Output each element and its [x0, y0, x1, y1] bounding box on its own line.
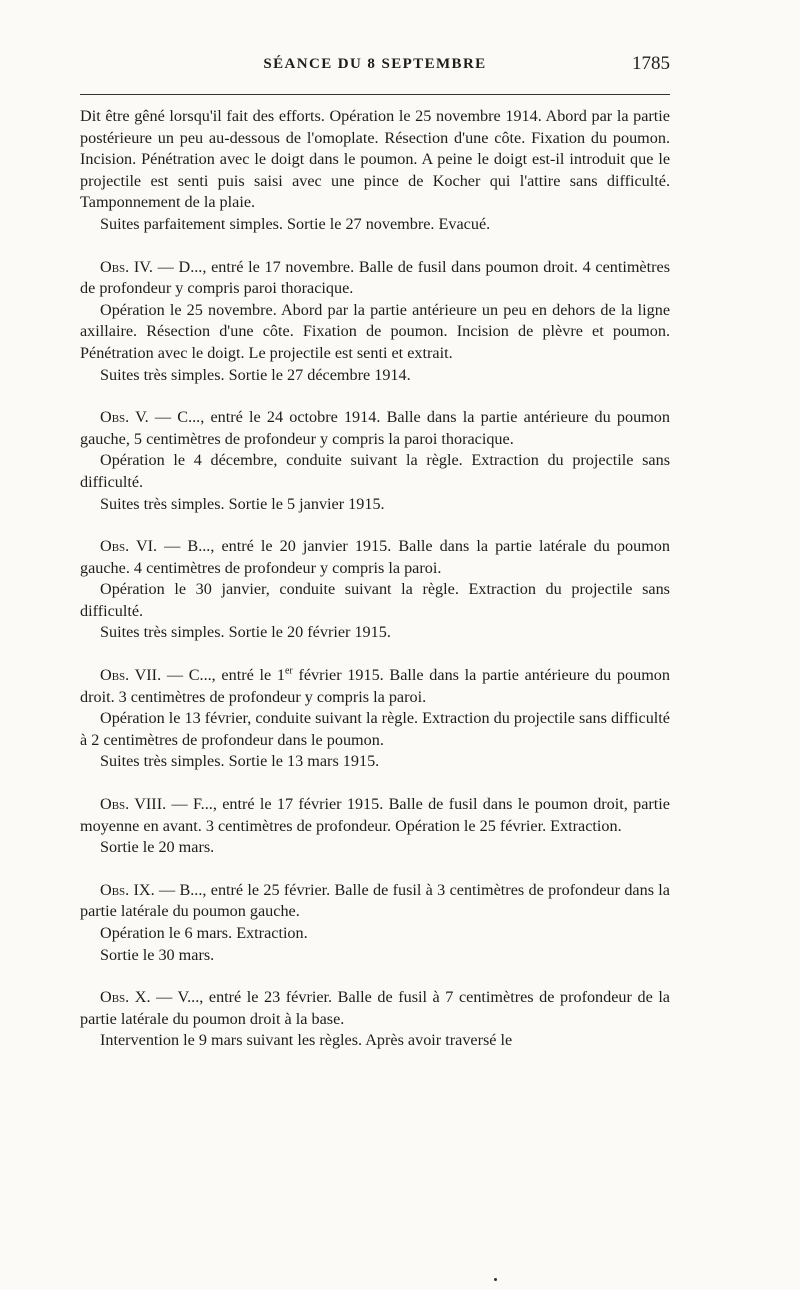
page-header [80, 53, 670, 88]
observation-label: Obs. X. [100, 988, 151, 1007]
observation-paragraph [80, 407, 670, 450]
observation-paragraph [80, 880, 670, 923]
paragraph: Suites très simples. Sortie le 20 février 1915. [100, 623, 391, 642]
paragraph: Sortie le 20 mars. [100, 838, 215, 857]
body-text [80, 106, 670, 1052]
running-title: SÉANCE DU 8 SEPTEMBRE [263, 56, 487, 72]
observation-label: Obs. VII. [100, 666, 162, 685]
observation-text: — C..., entré le 24 octobre 1914. Balle dans la partie antérieure du poumon gauche, 5 centimètres de profondeur y compris la paroi thoracique. [80, 408, 670, 448]
header-rule [80, 94, 670, 95]
paragraph: Opération le 25 novembre. Abord par la partie antérieure un peu en dehors de la ligne axillaire. Résection d'une côte. Fixation de poumon. Incision de plèvre et poumon. Pénétration avec le doigt. Le projectile est senti et extrait. [80, 300, 670, 362]
observation-text: — D..., entré le 17 novembre. Balle de fusil dans poumon droit. 4 centimètres de profondeur y compris paroi thoracique. [80, 257, 670, 298]
paragraph: Dit être gêné lorsqu'il fait des efforts. Opération le 25 novembre 1914. Abord par la partie postérieure un peu au-dessous de l'omoplate. Résection d'une côte. Fixation du poumon. Incision. Pénétration avec le doigt dans le poumon. A peine le doigt est-il introduit que le projectile est senti puis saisi avec une pince de Kocher qui l'attire sans difficulté. Tamponnement de la plaie. [80, 107, 670, 212]
paragraph: Intervention le 9 mars suivant les règles. Après avoir traversé le [100, 1031, 513, 1050]
paragraph: Opération le 4 décembre, conduite suivant la règle. Extraction du projectile sans difficulté. [80, 451, 670, 491]
observation-paragraph [80, 987, 670, 1030]
observation-paragraph [80, 665, 670, 708]
observation-text: — C..., entré le 1 [161, 666, 285, 685]
paragraph: Sortie le 30 mars. [100, 945, 215, 964]
paragraph: Suites très simples. Sortie le 27 décembre 1914. [100, 365, 411, 384]
observation-text: — B..., entré le 20 janvier 1915. Balle dans la partie latérale du poumon gauche. 4 centimètres de profondeur y compris la paroi. [80, 537, 670, 577]
paragraph: Opération le 6 mars. Extraction. [100, 924, 308, 942]
observation-text: — V..., entré le 23 février. Balle de fusil à 7 centimètres de profondeur de la partie latérale du poumon droit à la base. [80, 988, 670, 1028]
observation-label: Obs. IV. [100, 257, 153, 276]
paragraph: Opération le 13 février, conduite suivant la règle. Extraction du projectile sans difficulté à 2 centimètres de profondeur dans le poumon. [80, 709, 670, 749]
observation-label: Obs. V. [100, 408, 149, 427]
observation-text: — F..., entré le 17 février 1915. Balle de fusil dans le poumon droit, partie moyenne en avant. 3 centimètres de profondeur. Opération le 25 février. Extraction. [80, 795, 670, 835]
paragraph: Suites parfaitement simples. Sortie le 27 novembre. Evacué. [100, 214, 491, 233]
observation-paragraph [80, 257, 670, 300]
observation-text: — B..., entré le 25 février. Balle de fusil à 3 centimètres de profondeur dans la partie latérale du poumon gauche. [80, 880, 670, 921]
paragraph: Suites très simples. Sortie le 13 mars 1915. [100, 752, 380, 771]
observation-paragraph [80, 536, 670, 579]
page-number: 1785 [632, 53, 670, 74]
observation-label: Obs. VIII. [100, 795, 167, 814]
observation-text: février 1915. Balle dans la partie antérieure du poumon droit. 3 centimètres de profondeur y compris la paroi. [80, 666, 670, 706]
observation-paragraph [80, 794, 670, 837]
paragraph: Suites très simples. Sortie le 5 janvier 1915. [100, 494, 385, 513]
superscript: er [284, 665, 293, 677]
observation-label: Obs. IX. [100, 880, 155, 899]
paragraph: Opération le 30 janvier, conduite suivant la règle. Extraction du projectile sans difficulté. [80, 580, 670, 620]
observation-label: Obs. VI. [100, 537, 158, 556]
ink-speck [494, 1278, 497, 1281]
